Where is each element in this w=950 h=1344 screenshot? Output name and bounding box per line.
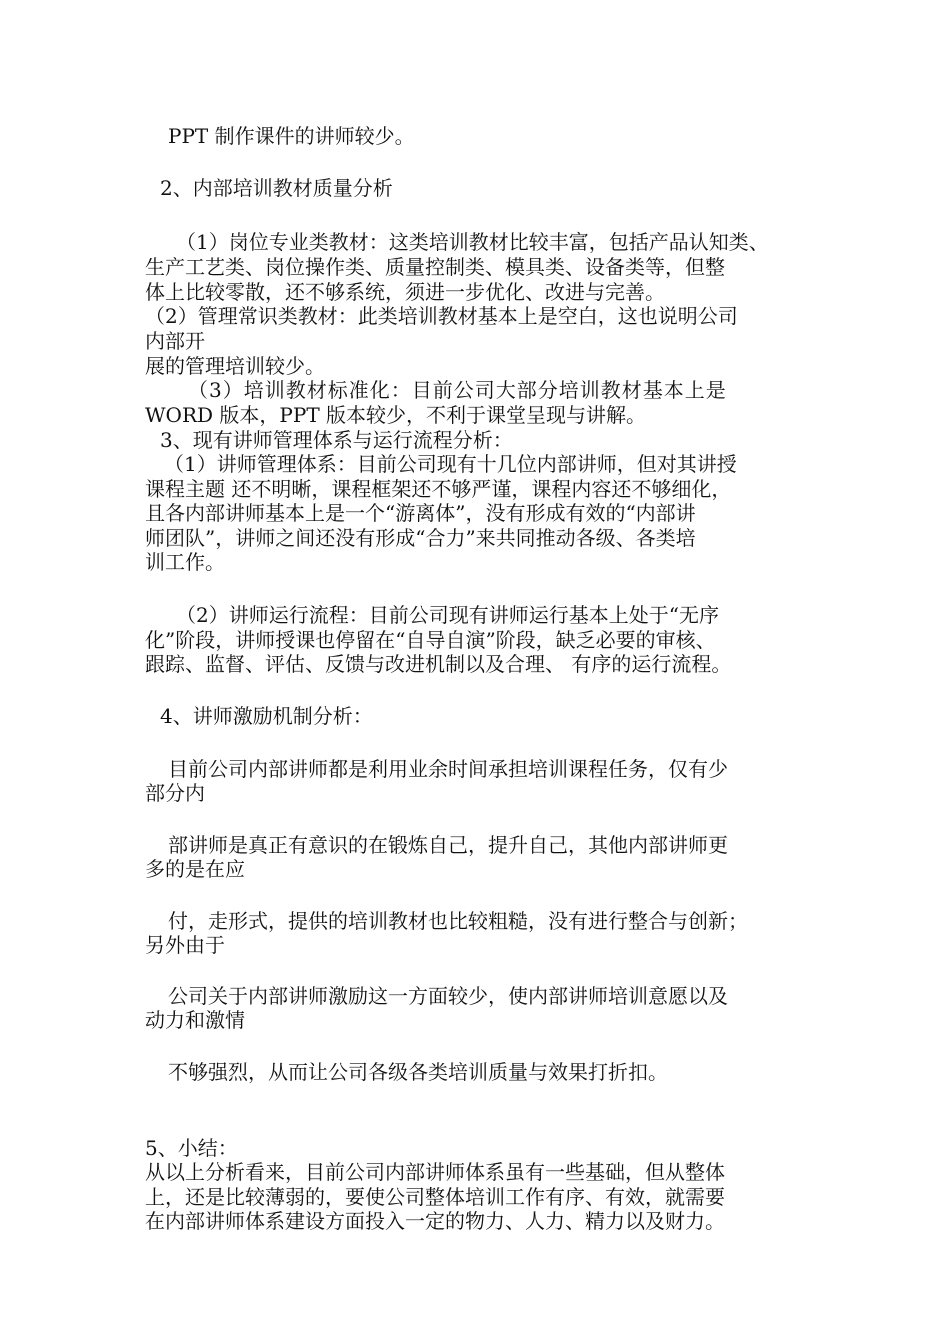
section-heading-3: 3、现有讲师管理体系与运行流程分析： <box>160 428 513 452</box>
text-line: 动力和激情 <box>145 1008 245 1032</box>
text-line: 从以上分析看来，目前公司内部讲师体系虽有一些基础，但从整体 <box>145 1160 725 1184</box>
text-line: 目前公司内部讲师都是利用业余时间承担培训课程任务，仅有少 <box>168 757 728 781</box>
text-line: （1）讲师管理体系：目前公司现有十几位内部讲师，但对其讲授 <box>164 452 737 476</box>
text-line: 生产工艺类、岗位操作类、质量控制类、模具类、设备类等，但整 <box>145 255 725 279</box>
text-line: 课程主题 还不明晰，课程框架还不够严谨，课程内容还不够细化， <box>145 477 732 501</box>
text-line: （2）管理常识类教材：此类培训教材基本上是空白，这也说明公司 <box>145 304 738 328</box>
text-line: （1）岗位专业类教材：这类培训教材比较丰富，包括产品认知类、 <box>176 230 769 254</box>
text-line: 跟踪、监督、评估、反馈与改进机制以及合理、 有序的运行流程。 <box>145 652 732 676</box>
text-line: 体上比较零散，还不够系统，须进一步优化、改进与完善。 <box>145 280 665 304</box>
text-line: 付，走形式，提供的培训教材也比较粗糙，没有进行整合与创新； <box>168 909 748 933</box>
section-heading-2: 2、内部培训教材质量分析 <box>160 176 393 200</box>
text-line: 另外由于 <box>145 933 225 957</box>
text-line: 内部开 <box>145 329 205 353</box>
text-line: （3）培训教材标准化：目前公司大部分培训教材基本上是 <box>188 378 727 402</box>
text-line: 师团队”，讲师之间还没有形成“合力”来共同推动各级、各类培 <box>145 526 696 550</box>
text-line: 化”阶段，讲师授课也停留在“自导自演”阶段，缺乏必要的审核、 <box>145 628 716 652</box>
text-line: 公司关于内部讲师激励这一方面较少，使内部讲师培训意愿以及 <box>168 984 728 1008</box>
section-heading-5: 5、小结： <box>145 1136 238 1160</box>
text-line: 不够强烈，从而让公司各级各类培训质量与效果打折扣。 <box>168 1060 668 1084</box>
text-line: 部分内 <box>145 781 205 805</box>
text-line: 上，还是比较薄弱的，要使公司整体培训工作有序、有效，就需要 <box>145 1185 725 1209</box>
text-line: 展的管理培训较少。 <box>145 354 325 378</box>
text-line: 多的是在应 <box>145 857 245 881</box>
text-line: WORD 版本，PPT 版本较少，不利于课堂呈现与讲解。 <box>145 403 647 427</box>
text-line: 且各内部讲师基本上是一个“游离体”，没有形成有效的“内部讲 <box>145 501 696 525</box>
section-heading-4: 4、讲师激励机制分析： <box>160 704 373 728</box>
text-line: PPT 制作课件的讲师较少。 <box>168 124 415 148</box>
text-line: 在内部讲师体系建设方面投入一定的物力、人力、精力以及财力。 <box>145 1209 725 1233</box>
text-line: 训工作。 <box>145 550 225 574</box>
text-line: 部讲师是真正有意识的在锻炼自己，提升自己，其他内部讲师更 <box>168 833 728 857</box>
text-line: （2）讲师运行流程：目前公司现有讲师运行基本上处于“无序 <box>176 603 719 627</box>
